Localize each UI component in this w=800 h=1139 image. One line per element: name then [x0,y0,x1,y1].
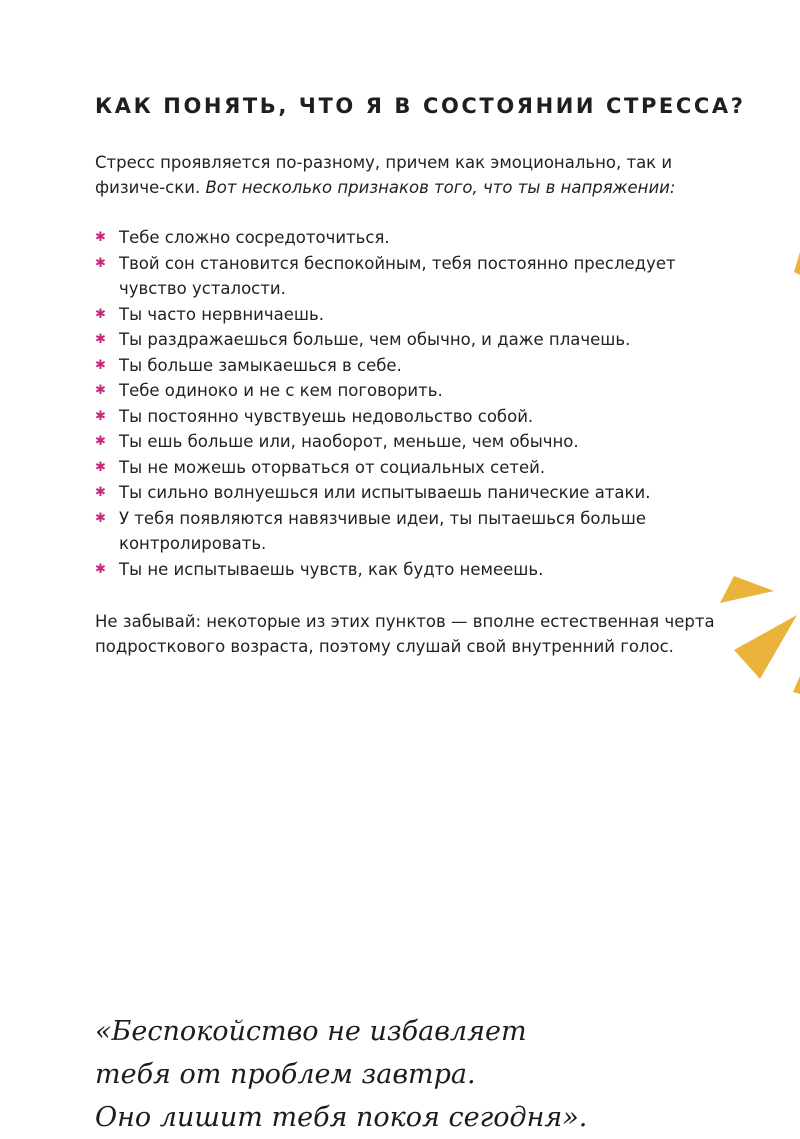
list-item [95,506,745,557]
intro-paragraph [95,150,745,200]
asterisk-bullet-icon: ✱ [95,510,106,526]
list-item-text: Ты не испытываешь чувств, как будто немеешь. [119,559,544,579]
asterisk-bullet-icon: ✱ [95,485,106,500]
list-item-text: Ты больше замыкаешься в себе. [119,355,402,375]
asterisk-bullet-icon: ✱ [95,306,106,322]
list-item-text: Тебе одиноко и не с кем поговорить. [119,381,443,400]
quote-line: «Беспокойство не избавляет [95,1016,527,1047]
asterisk-bullet-icon: ✱ [95,332,106,347]
list-item-text: Твой сон становится беспокойным, тебя постоянно преследует чувство усталости. [119,253,676,298]
asterisk-bullet-icon: ✱ [95,434,106,449]
triangle-decoration [793,676,800,694]
asterisk-bullet-icon: ✱ [95,383,106,398]
list-item [95,327,745,353]
list-item-text: Ты раздражаешься больше, чем обычно, и даже плачешь. [119,330,631,349]
asterisk-bullet-icon: ✱ [95,357,106,373]
list-item-text: Ты сильно волнуешься или испытываешь панические атаки. [119,483,651,502]
list-item [95,480,745,506]
list-item [95,404,745,430]
list-item [95,378,745,404]
list-item-text: Тебе сложно сосредоточиться. [119,228,390,247]
asterisk-bullet-icon: ✱ [95,230,106,245]
list-item-text: Ты часто нервничаешь. [119,304,324,324]
list-item [95,455,745,481]
intro-text: Стресс проявляется по-разному, причем как эмоционально, так и физиче-ски. [95,153,673,197]
page-heading: КАК ПОНЯТЬ, ЧТО Я В СОСТОЯНИИ СТРЕССА? [95,94,746,118]
list-item-text: У тебя появляются навязчивые идеи, ты пытаешься больше контролировать. [119,508,647,553]
triangle-decoration [794,252,800,275]
list-item-text: Ты постоянно чувствуешь недовольство собой. [119,406,534,426]
quote-block [95,1010,695,1139]
intro-italic-text: Вот несколько признаков того, что ты в напряжении: [205,178,676,197]
list-item-text: Ты не можешь оторваться от социальных сетей. [119,457,546,477]
quote-line: Оно лишит тебя покоя сегодня». [95,1102,588,1133]
list-item [95,251,745,302]
symptom-list [95,225,745,582]
list-item [95,353,745,379]
list-item [95,429,745,455]
asterisk-bullet-icon: ✱ [95,408,106,424]
list-item [95,302,745,328]
closing-paragraph: Не забывай: некоторые из этих пунктов — вполне естественная черта подросткового возраста, поэтому слушай свой внутренний голос. [95,612,715,656]
quote-line: тебя от проблем завтра. [95,1059,476,1090]
list-item [95,557,745,583]
asterisk-bullet-icon: ✱ [95,459,106,475]
asterisk-bullet-icon: ✱ [95,561,106,577]
asterisk-bullet-icon: ✱ [95,255,106,271]
list-item [95,225,745,251]
list-item-text: Ты ешь больше или, наоборот, меньше, чем обычно. [119,432,579,451]
